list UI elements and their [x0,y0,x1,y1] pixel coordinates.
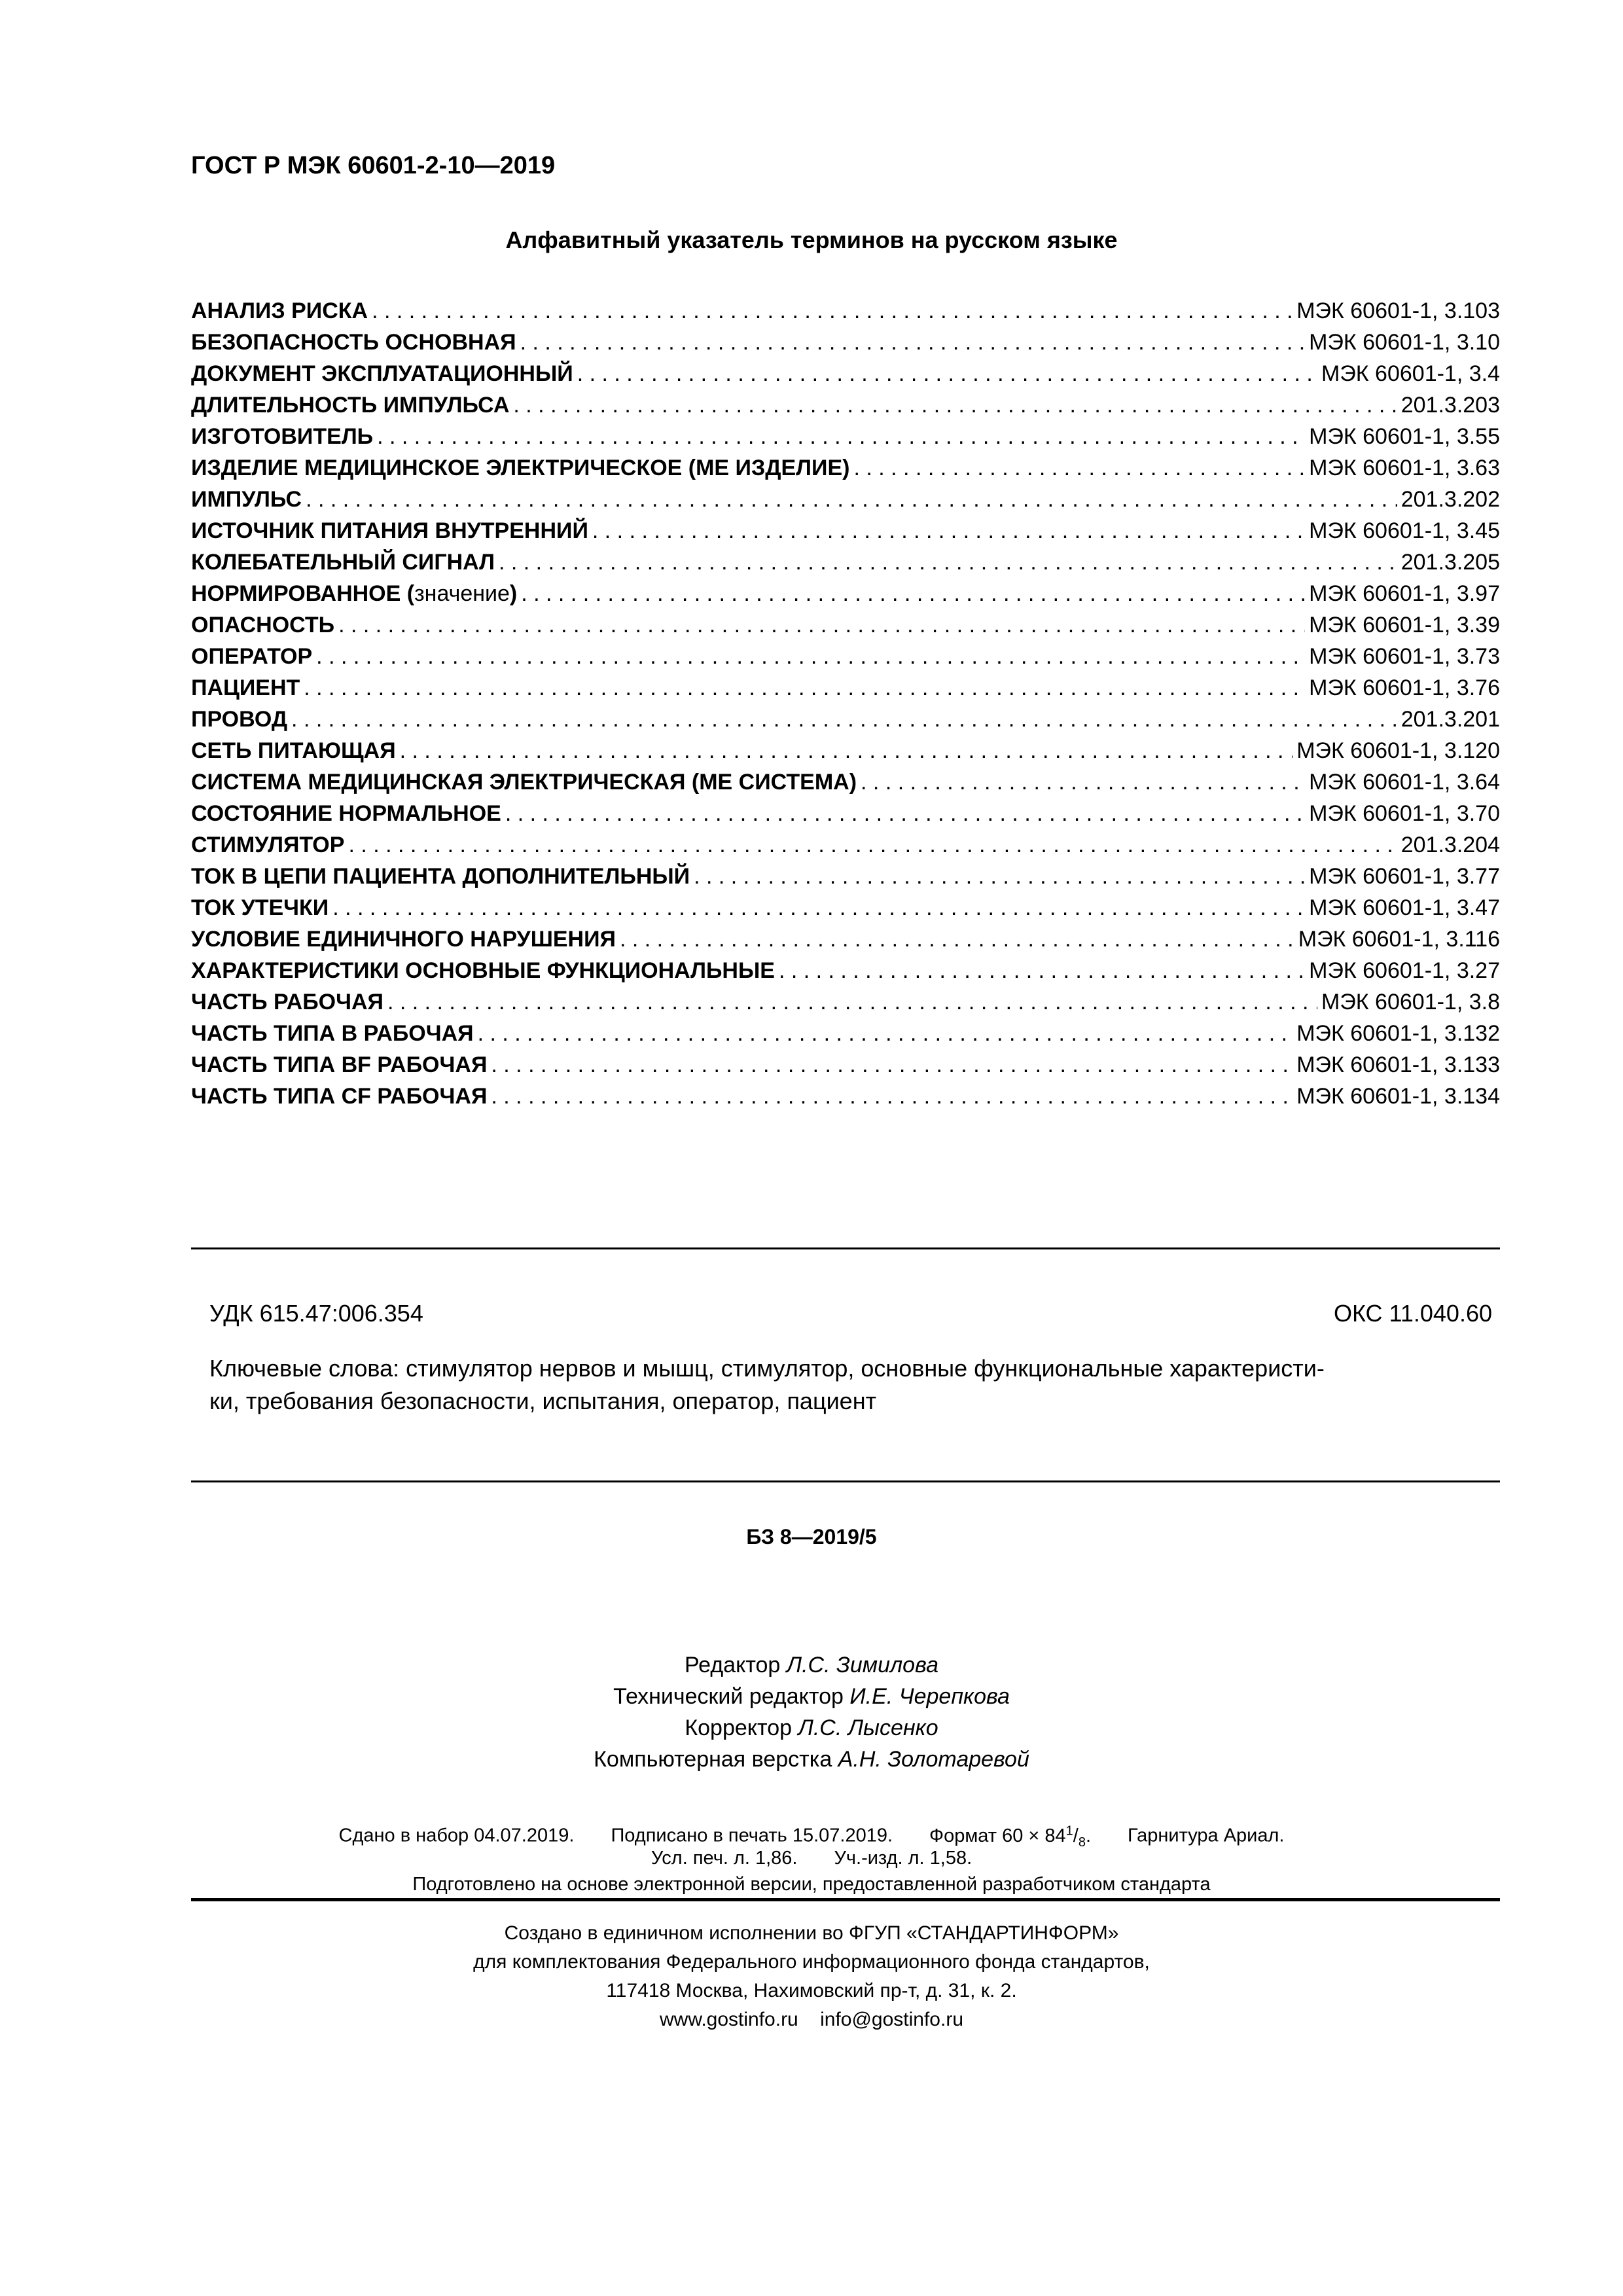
divider-bottom [191,1480,1500,1482]
term-reference: МЭК 60601-1, 3.73 [1309,644,1500,669]
term-qualifier: значение [414,581,510,606]
term-reference: МЭК 60601-1, 3.55 [1309,424,1500,449]
keywords [209,1352,1492,1418]
term-reference: 201.3.205 [1400,550,1500,575]
term-reference: МЭК 60601-1, 3.70 [1309,801,1500,826]
term-row [191,1052,1500,1084]
term-row [191,833,1500,864]
term-reference: МЭК 60601-1, 3.8 [1321,990,1500,1014]
term-reference: МЭК 60601-1, 3.45 [1309,518,1500,543]
credit-role: Компьютерная верстка [594,1747,832,1772]
term-row [191,801,1500,833]
term-row [191,424,1500,456]
term-reference: МЭК 60601-1, 3.39 [1309,613,1500,637]
term-name: АНАЛИЗ РИСКА [191,298,368,323]
bz-number: БЗ 8—2019/5 [746,1525,877,1549]
term-reference: МЭК 60601-1, 3.116 [1298,927,1500,952]
term-reference: МЭК 60601-1, 3.132 [1296,1021,1500,1046]
term-reference: 201.3.203 [1400,393,1500,418]
website-link[interactable]: www.gostinfo.ru [659,2009,798,2030]
term-row [191,770,1500,801]
keywords-line: ки, требования безопасности, испытания, оператор, пациент [209,1388,877,1414]
credit-line [0,1744,1623,1775]
term-name: ТОК В ЦЕПИ ПАЦИЕНТА ДОПОЛНИТЕЛЬНЫЙ [191,864,690,889]
term-row [191,675,1500,707]
term-name: СТИМУЛЯТОР [191,833,345,857]
term-reference: МЭК 60601-1, 3.103 [1296,298,1500,323]
term-name: ОПАСНОСТЬ [191,613,335,637]
term-reference: МЭК 60601-1, 3.63 [1309,456,1500,480]
term-name: ОПЕРАТОР [191,644,313,669]
oks-code: ОКС 11.040.60 [1333,1300,1492,1327]
term-name: ЧАСТЬ ТИПА CF РАБОЧАЯ [191,1084,488,1109]
paper-format: Формат $60 \times 84^1/_8$. [929,1823,1092,1850]
term-row [191,864,1500,895]
term-name: ДЛИТЕЛЬНОСТЬ ИМПУЛЬСА [191,393,510,418]
term-row [191,738,1500,770]
term-row [191,330,1500,361]
signed-date: Подписано в печать 15.07.2019. [611,1825,893,1846]
term-row [191,707,1500,738]
credit-name: А.Н. Золотаревой [838,1747,1029,1772]
typeface: Гарнитура Ариал. [1128,1825,1285,1846]
credit-name: Л.С. Лысенко [798,1715,938,1740]
credit-name: Л.С. Зимилова [786,1653,938,1677]
keywords-line: Ключевые слова: стимулятор нервов и мышц, стимулятор, основные функциональные характеристи- [209,1355,1325,1382]
term-name: НОРМИРОВАННОЕ (значение) [191,581,518,606]
term-row [191,990,1500,1021]
term-reference: МЭК 60601-1, 3.4 [1321,361,1500,386]
publisher-address: 117418 Москва, Нахимовский пр-т, д. 31, к. 2. [606,1980,1017,2001]
term-name: КОЛЕБАТЕЛЬНЫЙ СИГНАЛ [191,550,495,575]
term-reference: МЭК 60601-1, 3.76 [1309,675,1500,700]
print-sheets: Усл. печ. л. 1,86. [651,1848,798,1869]
term-reference: 201.3.204 [1400,833,1500,857]
publisher-contacts [0,2005,1623,2034]
term-name: ЧАСТЬ ТИПА BF РАБОЧАЯ [191,1052,488,1077]
udk-code: УДК 615.47:006.354 [209,1300,423,1327]
term-reference: 201.3.202 [1400,487,1500,512]
edition-sheets: Уч.-изд. л. 1,58. [834,1848,972,1869]
term-row [191,487,1500,518]
term-row [191,393,1500,424]
term-reference: МЭК 60601-1, 3.27 [1309,958,1500,983]
term-name: ХАРАКТЕРИСТИКИ ОСНОВНЫЕ ФУНКЦИОНАЛЬНЫЕ [191,958,775,983]
term-row [191,581,1500,613]
term-name: ЧАСТЬ РАБОЧАЯ [191,990,383,1014]
term-reference: МЭК 60601-1, 3.64 [1309,770,1500,795]
term-row [191,958,1500,990]
term-reference: МЭК 60601-1, 3.77 [1309,864,1500,889]
term-row [191,456,1500,487]
divider-top [191,1247,1500,1249]
document-code: ГОСТ Р МЭК 60601-2-10—2019 [191,152,556,179]
term-row [191,1084,1500,1115]
credit-line [0,1649,1623,1681]
credit-role: Технический редактор [613,1684,844,1709]
term-row [191,644,1500,675]
term-row [191,298,1500,330]
term-name: СЕТЬ ПИТАЮЩАЯ [191,738,396,763]
term-row [191,361,1500,393]
term-reference: МЭК 60601-1, 3.133 [1296,1052,1500,1077]
term-name: ИСТОЧНИК ПИТАНИЯ ВНУТРЕННИЙ [191,518,588,543]
index-title: Алфавитный указатель терминов на русском языке [505,226,1118,253]
sheets-line [0,1844,1623,1872]
credit-role: Редактор [684,1653,781,1677]
credit-line [0,1681,1623,1712]
credit-name: И.Е. Черепкова [849,1684,1010,1709]
term-name: ИЗГОТОВИТЕЛЬ [191,424,374,449]
submitted-date: Сдано в набор 04.07.2019. [338,1825,575,1846]
term-row [191,518,1500,550]
publisher-info [0,1919,1623,2034]
term-row [191,1021,1500,1052]
publisher-line: Создано в единичном исполнении во ФГУП «СТАНДАРТИНФОРМ» [504,1922,1119,1944]
term-name: ПАЦИЕНТ [191,675,300,700]
term-row [191,927,1500,958]
term-name: ТОК УТЕЧКИ [191,895,329,920]
term-name: СОСТОЯНИЕ НОРМАЛЬНОЕ [191,801,501,826]
term-reference: МЭК 60601-1, 3.47 [1309,895,1500,920]
term-row [191,613,1500,644]
publisher-divider [191,1898,1500,1901]
term-row [191,895,1500,927]
credit-line [0,1712,1623,1744]
term-reference: МЭК 60601-1, 3.10 [1309,330,1500,355]
publisher-line: для комплектования Федерального информационного фонда стандартов, [473,1951,1150,1973]
prepared-line: Подготовлено на основе электронной версии, предоставленной разработчиком стандарта [412,1874,1211,1895]
term-reference: 201.3.201 [1400,707,1500,732]
term-reference: МЭК 60601-1, 3.134 [1296,1084,1500,1109]
term-reference: МЭК 60601-1, 3.120 [1296,738,1500,763]
term-reference: МЭК 60601-1, 3.97 [1309,581,1500,606]
term-name: УСЛОВИЕ ЕДИНИЧНОГО НАРУШЕНИЯ [191,927,616,952]
term-name: БЕЗОПАСНОСТЬ ОСНОВНАЯ [191,330,516,355]
term-name: ЧАСТЬ ТИПА В РАБОЧАЯ [191,1021,474,1046]
term-name: ПРОВОД [191,707,288,732]
term-name: ДОКУМЕНТ ЭКСПЛУАТАЦИОННЫЙ [191,361,573,386]
term-index [191,298,1500,1115]
term-name: ИЗДЕЛИЕ МЕДИЦИНСКОЕ ЭЛЕКТРИЧЕСКОЕ (МЕ ИЗДЕЛИЕ) [191,456,850,480]
credits [0,1649,1623,1775]
term-name: СИСТЕМА МЕДИЦИНСКАЯ ЭЛЕКТРИЧЕСКАЯ (МЕ СИСТЕМА) [191,770,857,795]
credit-role: Корректор [685,1715,793,1740]
term-name: ИМПУЛЬС [191,487,302,512]
email-link[interactable]: info@gostinfo.ru [820,2009,963,2030]
term-row [191,550,1500,581]
